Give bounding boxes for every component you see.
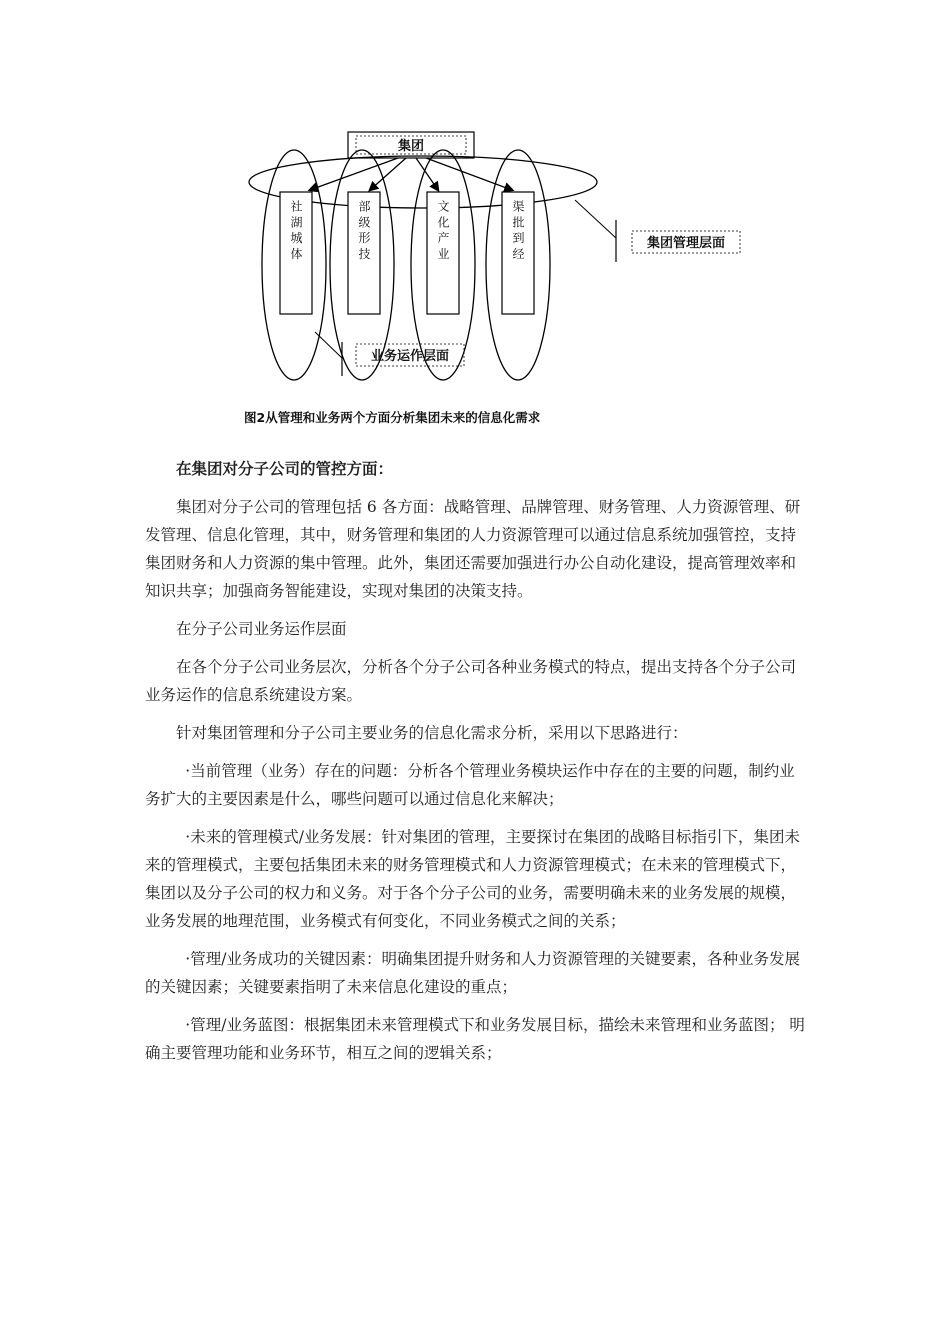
group-structure-diagram <box>230 120 770 400</box>
bullet-item: ·管理/业务蓝图：根据集团未来管理模式下和业务发展目标，描绘未来管理和业务蓝图； 明确主要管理功能和业务环节，相互之间的逻辑关系； <box>145 1016 805 1062</box>
bullet-item: ·未来的管理模式/业务发展：针对集团的管理，主要探讨在集团的战略目标指引下，集团未来的管理模式，主要包括集团未来的财务管理模式和人力资源管理模式；在未来的管理模式下，集团以及分子公司的权力和义务。对于各个分子公司的业务，需要明确未来的业务发展的规模，业务发展的地理范围，业务模式有何变化，不同业务模式之间的关系； <box>145 828 800 930</box>
paragraph: 在各个分子公司业务层次，分析各个分子公司各种业务模式的特点，提出支持各个分子公司业务运作的信息系统建设方案。 <box>145 658 797 704</box>
column-label-1: 社 湖 城 体 <box>289 200 303 260</box>
bullet-item: ·当前管理（业务）存在的问题：分析各个管理业务模块运作中存在的主要的问题，制约业务扩大的主要因素是什么，哪些问题可以通过信息化来解决； <box>145 762 795 808</box>
group-box-label: 集团 <box>397 139 425 154</box>
group-layer-label: 集团管理层面 <box>646 236 726 251</box>
diagram-canvas <box>230 120 770 400</box>
column-label-2: 部 级 形 技 <box>357 200 371 260</box>
business-layer-leader <box>315 332 342 358</box>
column-label-3: 文 化 产 业 <box>436 200 450 260</box>
bullet-item: ·管理/业务成功的关键因素：明确集团提升财务和人力资源管理的关键要素，各种业务发展的关键因素；关键要素指明了未来信息化建设的重点； <box>145 950 800 996</box>
business-layer-label: 业务运作层面 <box>370 349 450 364</box>
paragraph: 在分子公司业务运作层面 <box>176 620 347 638</box>
paragraph: 集团对分子公司的管理包括 6 各方面：战略管理、品牌管理、财务管理、人力资源管理、研发管理、信息化管理，其中，财务管理和集团的人力资源管理可以通过信息系统加强管控，支持集团财务和人力资源的集中管理。此外，集团还需要加强进行办公自动化建设，提高管理效率和知识共享；加强商务智能建设，实现对集团的决策支持。 <box>145 498 801 600</box>
arrow-2 <box>370 158 406 190</box>
figure-caption: 图2从管理和业务两个方面分析集团未来的信息化需求 <box>244 410 541 425</box>
section-heading: 在集团对分子公司的管控方面： <box>176 459 394 478</box>
group-layer-leader <box>575 200 616 238</box>
column-label-4: 渠 批 到 经 <box>511 200 525 260</box>
paragraph: 针对集团管理和分子公司主要业务的信息化需求分析，采用以下思路进行： <box>176 724 688 742</box>
document-body <box>145 455 810 1077</box>
